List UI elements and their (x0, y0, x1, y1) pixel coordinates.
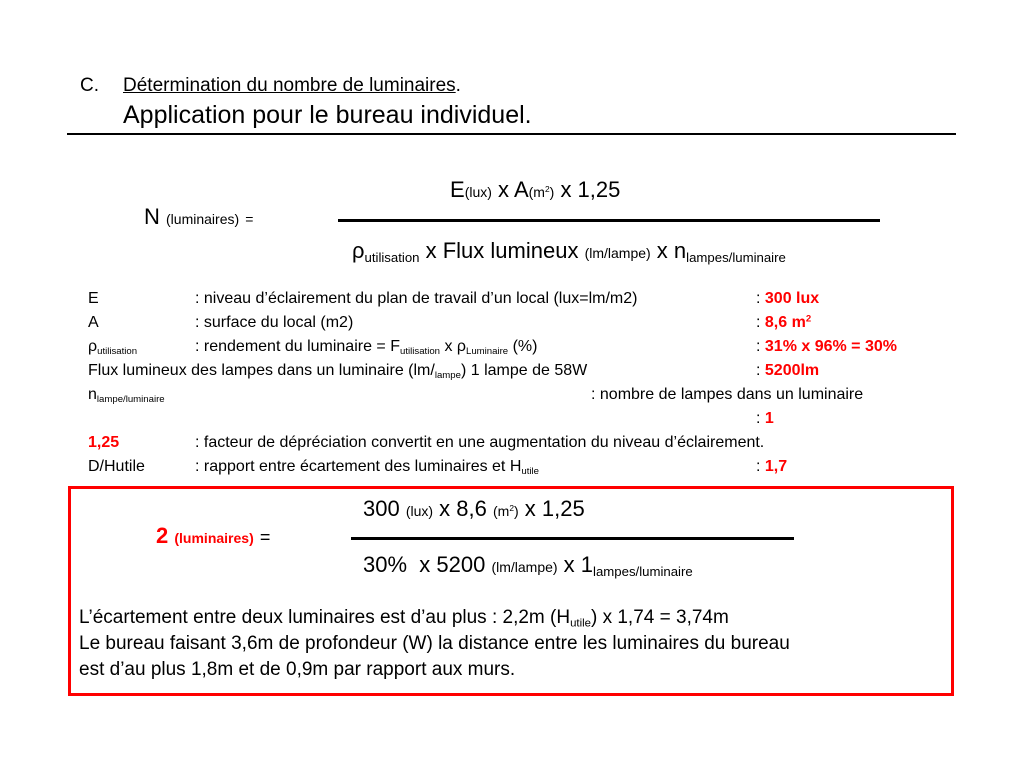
num-e: E (450, 177, 465, 202)
app-denominator: 30% x 5200 (lm/lampe) x $1_{lampes/luminaire}$ (363, 552, 693, 579)
num-a-unit (529, 184, 555, 200)
num-a: A (513, 177, 529, 202)
app-lhs-value: 2 (156, 523, 169, 548)
def-symbol: E (88, 290, 99, 307)
num-e-unit: (lux) (464, 184, 492, 200)
formula-lhs (144, 204, 253, 230)
def-symbol: D/Hutile (88, 458, 145, 475)
app-lhs-unit: (luminaires) (174, 530, 254, 546)
den-rho-sub: utilisation (364, 249, 420, 265)
app-para-line3: est d’au plus 1,8m et de 0,9m par rapport aux murs. (79, 659, 516, 680)
num-a-unit-exp: 2 (544, 183, 550, 194)
def-symbol: A (88, 314, 99, 331)
app-paragraph (79, 605, 790, 683)
def-symbol: $n_{lampe/luminaire}$ (88, 386, 165, 405)
app-lhs-equals: = (259, 527, 271, 547)
num-times1: x (498, 177, 510, 202)
def-symbol: Flux lumineux des lampes dans un luminaire $(lm/_{lampe})$ 1 lampe de 58W (88, 362, 588, 381)
app-para-line1: L’écartement entre deux luminaires est d’au plus : 2,2m $(H_{utile})$ x 1,74 = 3,74m (79, 607, 729, 630)
def-value: : 300 lux (756, 290, 820, 307)
section-title-end: . (455, 75, 461, 96)
def-description: : facteur de dépréciation convertit en une augmentation du niveau d’éclairement. (195, 434, 765, 451)
formula-denominator (352, 238, 786, 264)
app-lhs (156, 523, 270, 549)
num-times2: x 1,25 (560, 177, 621, 202)
def-value: : 1 (756, 410, 774, 427)
formula-lhs-equals: = (245, 211, 254, 227)
def-value: : 1,7 (756, 458, 788, 475)
den-n-sub: lampes/luminaire (686, 249, 786, 265)
section-title (123, 75, 461, 97)
formula-numerator (450, 177, 620, 203)
den-n: x n (650, 238, 687, 263)
section-title-text: Détermination du nombre de luminaires (123, 75, 456, 96)
def-description: : rapport entre écartement des luminaires et $H_{utile}$ (195, 458, 539, 477)
app-numerator: 300 (lux) x 8,6 $(m^2)$ x 1,25 (363, 496, 585, 521)
num-a-unit-open: (m (528, 184, 545, 200)
formula-fraction-bar (338, 219, 880, 222)
formula-lhs-main: N (144, 204, 160, 229)
def-description: : niveau d’éclairement du plan de travail d’un local (lux=lm/m2) (195, 290, 638, 307)
num-a-unit-close: ) (549, 184, 555, 200)
den-mid: x Flux lumineux (419, 238, 585, 263)
den-rho: ρ (352, 238, 365, 263)
def-description: : rendement du luminaire = $F_{utilisation}$ x $\rho_{Luminaire}$ (%) (195, 338, 538, 357)
app-para-line2: Le bureau faisant 3,6m de profondeur (W) la distance entre les luminaires du bureau (79, 633, 790, 654)
section-subtitle: Application pour le bureau individuel. (123, 101, 532, 129)
section-letter: C. (80, 75, 99, 96)
formula-lhs-unit: (luminaires) (166, 211, 240, 227)
def-value: : 31% x 96% = 30% (756, 338, 897, 355)
def-description: : surface du local (m2) (195, 314, 354, 331)
header-rule (67, 133, 956, 135)
den-unit: (lm/lampe) (584, 245, 651, 261)
def-value: : 8,6 $m^2$ (756, 313, 812, 331)
def-symbol: 1,25 (88, 434, 120, 451)
def-value: : 5200lm (756, 362, 820, 379)
def-description: : nombre de lampes dans un luminaire (591, 386, 864, 403)
app-fraction-bar (351, 537, 794, 540)
def-symbol: $\rho_{utilisation}$ (88, 338, 138, 357)
